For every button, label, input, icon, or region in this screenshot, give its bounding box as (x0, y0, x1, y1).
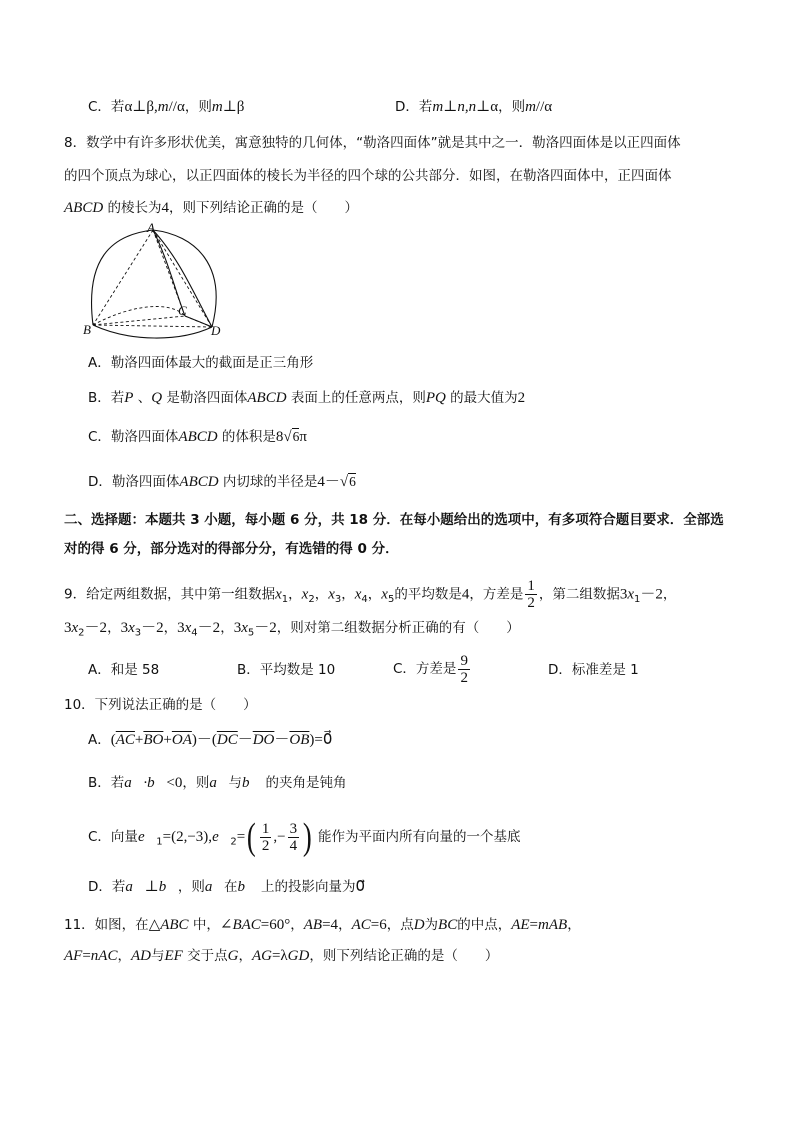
q9-stem-line1: 9．给定两组数据，其中第一组数据$x_1$，$x_2$，$x_3$，$x_4$，$x_5$的平均数是4，方差是 $\frac{1}{2}$ ，第二组数据$3x_1-2$， (64, 578, 677, 611)
q9-option-d: D．标准差是 1 (548, 662, 639, 678)
q8-stem-line1: 8．数学中有许多形状优美，寓意独特的几何体，“勒洛四面体”就是其中之一．勒洛四面体是以正四面体 (64, 135, 681, 151)
edge-bd (93, 325, 212, 327)
label-d: D (211, 323, 221, 338)
q10-option-a: A．$(\overline{AC}+\overline{BO}+\overline{OA})-(\overline{DC}-\overline{DO}-\overline{OB})=0⃗$ (88, 732, 333, 748)
q11-stem-line2: AF=nAC，AD与EF 交于点G，AG=λGD，则下列结论正确的是（ ） (64, 948, 499, 964)
q8-option-b: B．若P 、Q 是勒洛四面体ABCD 表面上的任意两点，则PQ 的最大值为2 (88, 390, 526, 406)
q9-option-b: B．平均数是 10 (237, 662, 336, 678)
q9-option-c: C．方差是 $\frac{9}{2}$ (393, 652, 468, 686)
q8-option-c: C．勒洛四面体ABCD 的体积是8√6π (88, 429, 307, 445)
label-a: A (147, 220, 155, 235)
q7-option-d: D．若m⊥n,n⊥α，则m//α (395, 99, 553, 115)
label-c: C (178, 303, 187, 318)
q10-option-b: B．若a⃗·b⃗<0，则a⃗与b⃗ 的夹角是钝角 (88, 775, 347, 791)
q8-stem-line2: 的四个顶点为球心，以正四面体的棱长为半径的四个球的公共部分．如图，在勒洛四面体中，正四面体 (64, 168, 672, 184)
q7-option-c: C．若α⊥β,m//α，则m⊥β (88, 99, 245, 115)
q10-option-c: C．向量$e⃗_1=(2,-3),e⃗_2=$( $\frac{1}{2}$ ,− $\frac{3}{4}$ ) 能作为平面内所有向量的一个基底 (88, 816, 521, 858)
q9-option-a: A．和是 58 (88, 662, 160, 678)
q11-stem-line1: 11．如图，在△ABC 中，∠BAC=60°，AB=4，AC=6，点D为BC的中点，AE=mAB， (64, 917, 581, 933)
arc-bc (93, 306, 185, 325)
section2-heading-line1: 二、选择题：本题共 3 小题，每小题 6 分，共 18 分．在每小题给出的选项中，有多项符合题目要求．全部选 (64, 512, 724, 528)
label-b: B (83, 322, 91, 337)
q10-stem: 10．下列说法正确的是（ ） (64, 697, 257, 713)
q10-option-d: D．若a⃗⊥b⃗，则a⃗在b⃗ 上的投影向量为0⃗ (88, 879, 366, 895)
q9-stem-line2: $3x_2-2$，$3x_3-2$，$3x_4-2$，$3x_5-2$，则对第二组数据分析正确的有（ ） (64, 620, 520, 639)
reuleaux-tetrahedron-figure (80, 220, 230, 340)
q8-option-a: A．勒洛四面体最大的截面是正三角形 (88, 355, 314, 371)
q8-option-d: D．勒洛四面体ABCD 内切球的半径是4－√6 (88, 474, 356, 490)
edge-ab (93, 230, 153, 325)
q8-stem-line3: ABCD 的棱长为4，则下列结论正确的是（ ） (64, 200, 358, 216)
edge-bc (93, 316, 185, 325)
section2-heading-line2: 对的得 6 分，部分选对的得部分分，有选错的得 0 分． (64, 541, 399, 557)
